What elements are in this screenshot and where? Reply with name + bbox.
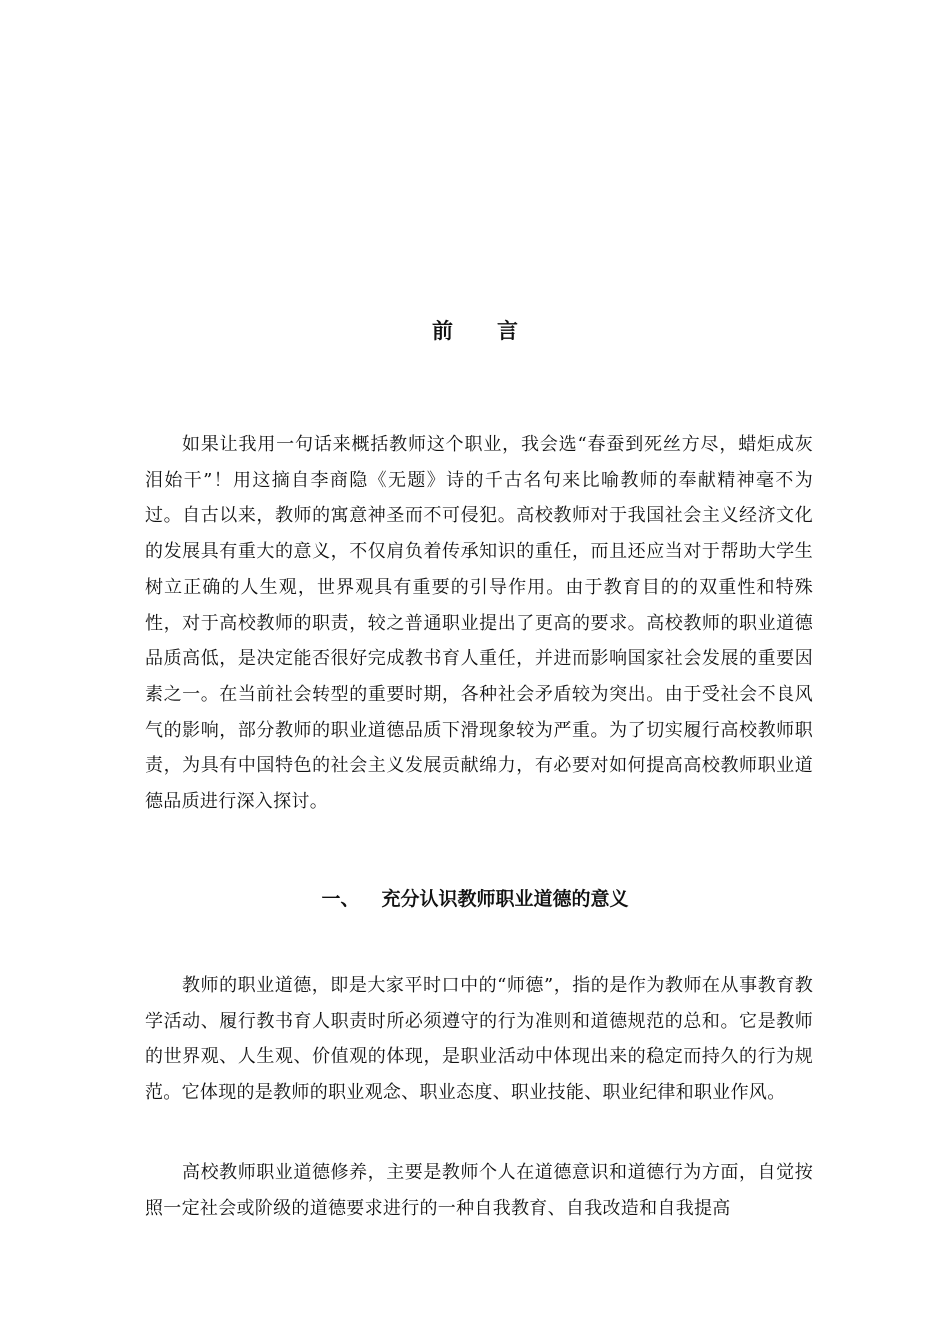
cultivation-paragraph: 高校教师职业道德修养，主要是教师个人在道德意识和道德行为方面，自觉按照一定社会或阶级的道德要求进行的一种自我教育、自我改造和自我提高: [145, 1162, 813, 1219]
definition-paragraph: 教师的职业道德，即是大家平时口中的“师德”，指的是作为教师在从事教育教学活动、履行教书育人职责时所必须遵守的行为准则和道德规范的总和。它是教师的世界观、人生观、价值观的体现，是职业活动中体现出来的稳定而持久的行为规范。它体现的是教师的职业观念、职业态度、职业技能、职业纪律和职业作风。: [145, 975, 813, 1104]
intro-paragraph: 如果让我用一句话来概括教师这个职业，我会选“春蚕到死丝方尽，蜡炬成灰泪始干”！用这摘自李商隐《无题》诗的千古名句来比喻教师的奉献精神毫不为过。自古以来，教师的寓意神圣而不可侵犯。高校教师对于我国社会主义经济文化的发展具有重大的意义，不仅肩负着传承知识的重任，而且还应当对于帮助大学生树立正确的人生观，世界观具有重要的引导作用。由于教育目的的双重性和特殊性，对于高校教师的职责，较之普通职业提出了更高的要求。高校教师的职业道德品质高低，是决定能否很好完成教书育人重任，并进而影响国家社会发展的重要因素之一。在当前社会转型的重要时期，各种社会矛盾较为突出。由于受社会不良风气的影响，部分教师的职业道德品质下滑现象较为严重。为了切实履行高校教师职责，为具有中国特色的社会主义发展贡献绵力，有必要对如何提高高校教师职业道德品质进行深入探讨。: [145, 434, 813, 813]
preface-title: 前言: [432, 318, 562, 343]
section-title: 充分认识教师职业道德的意义: [381, 888, 629, 910]
section-number: 一、: [321, 888, 360, 910]
section-heading: [0, 884, 950, 914]
